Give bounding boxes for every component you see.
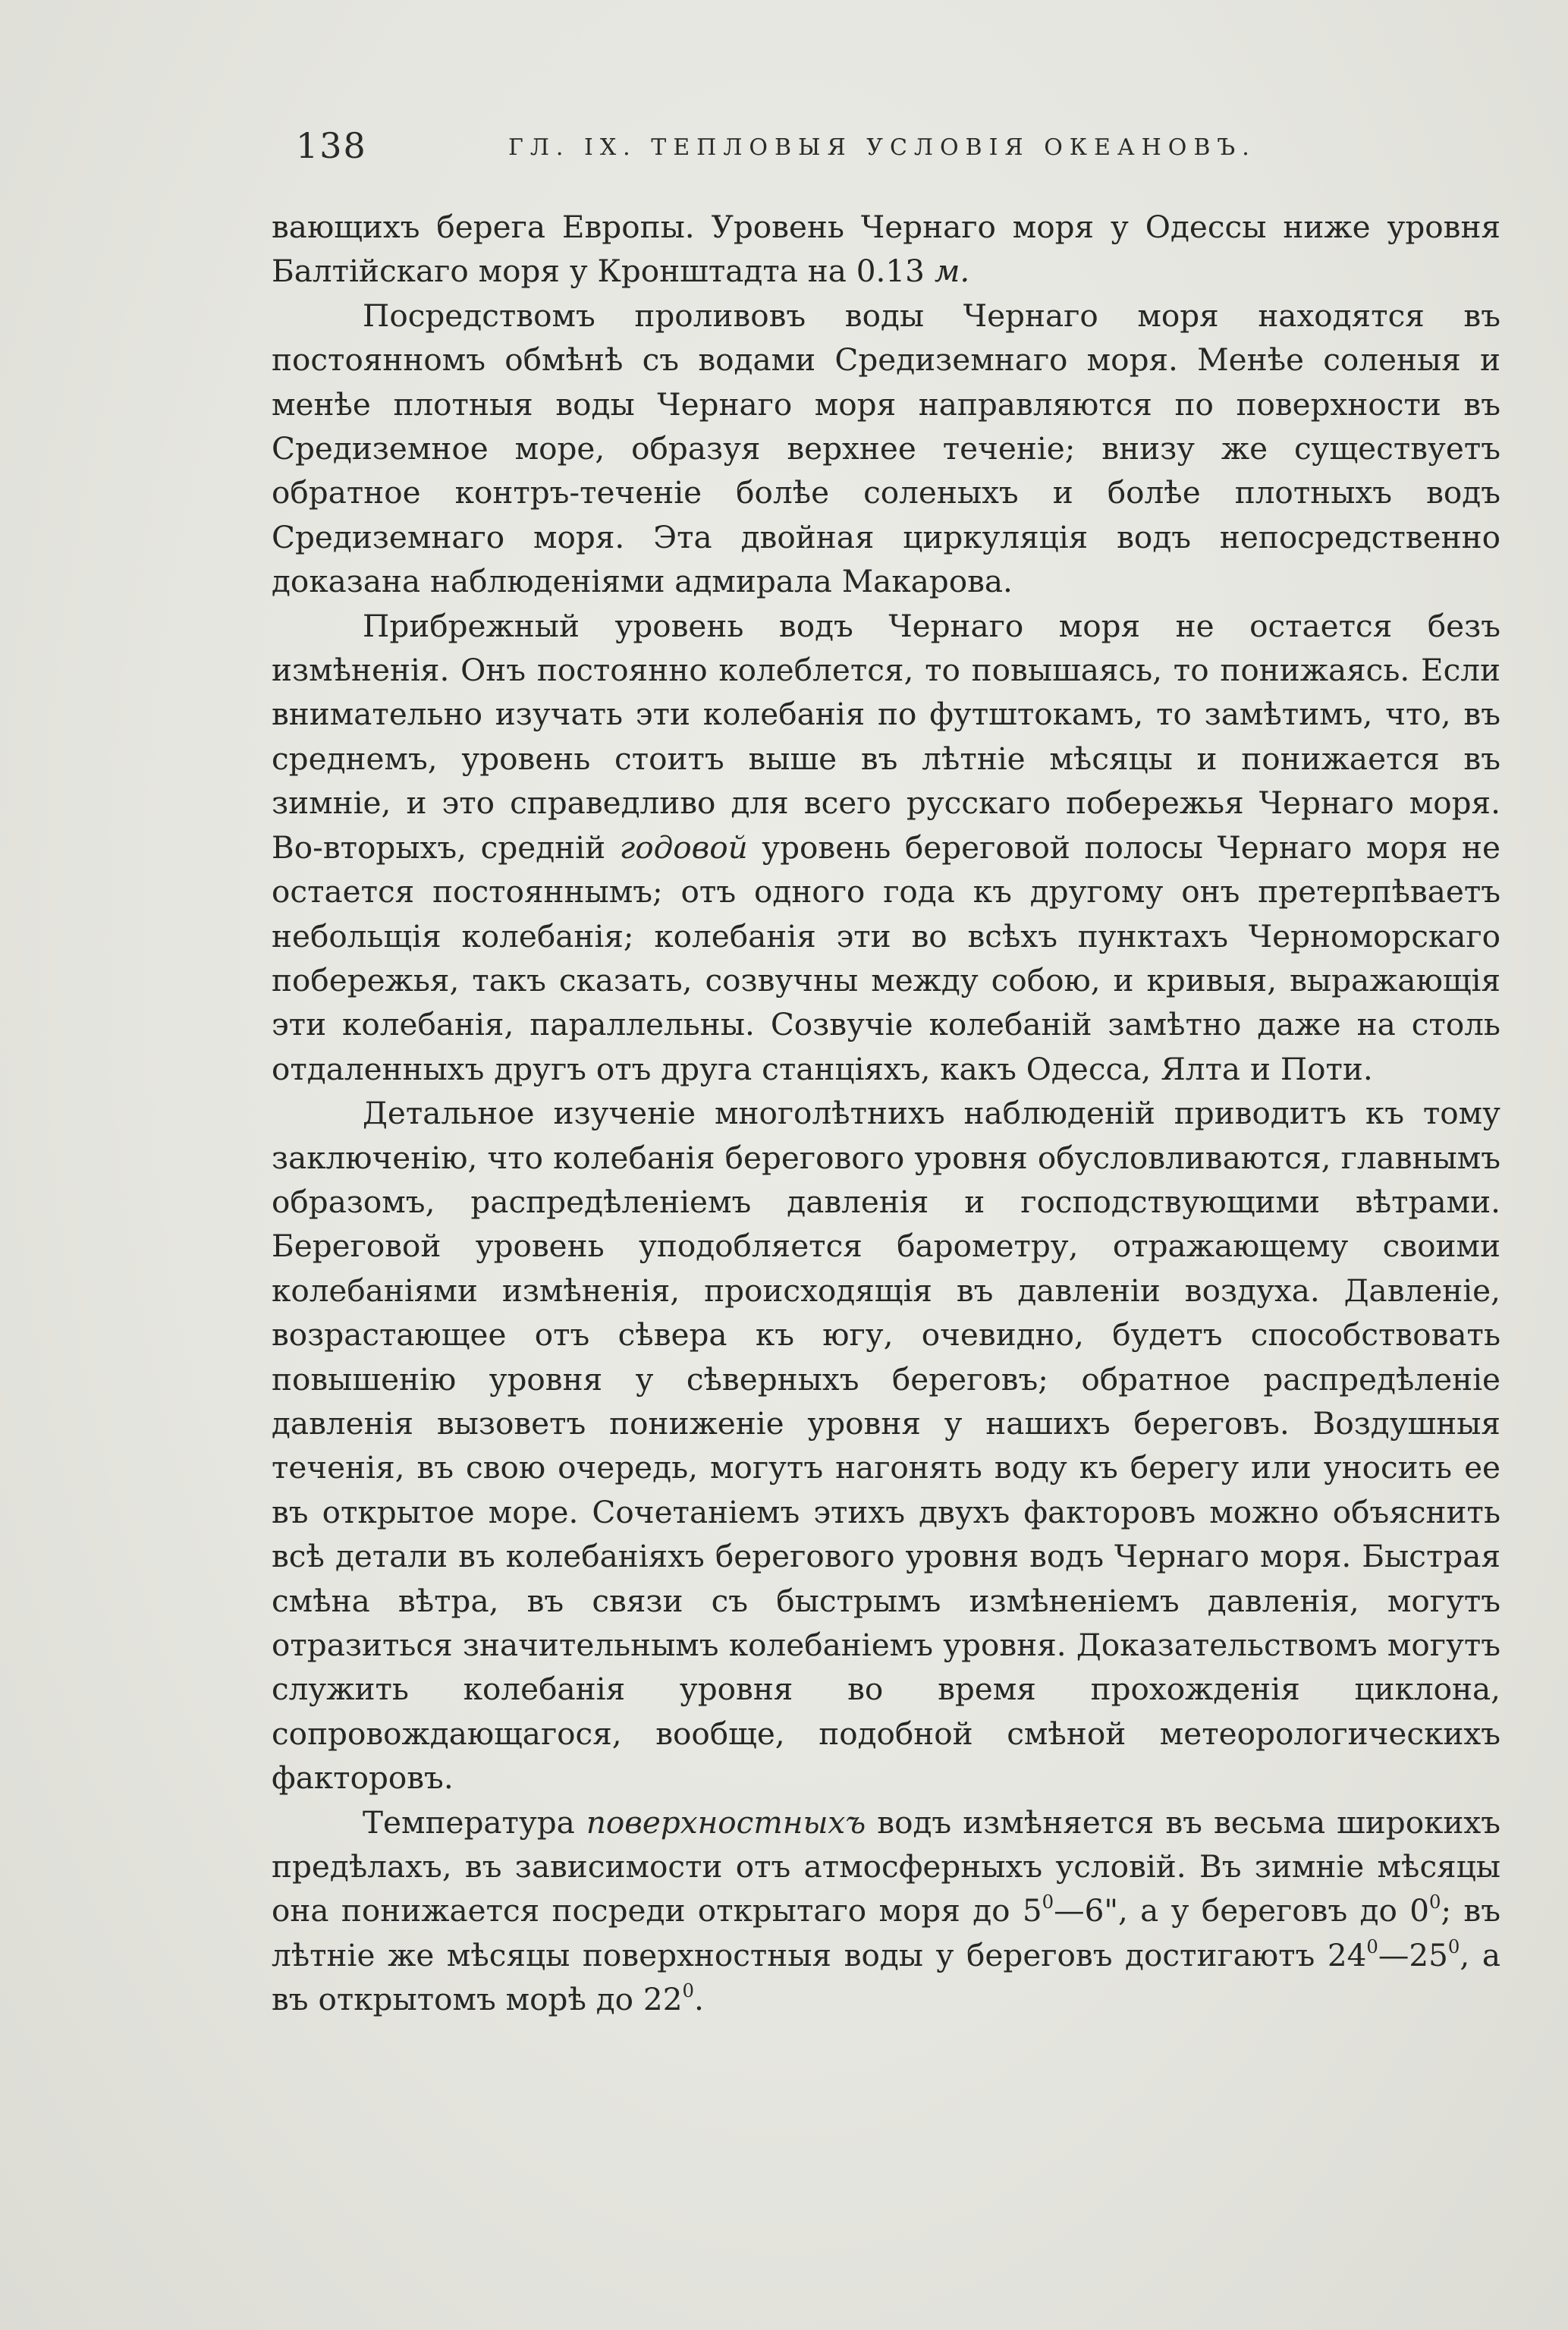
paragraph-continuation (272, 205, 1500, 294)
running-title: ГЛ. IX. ТЕПЛОВЫЯ УСЛОВІЯ ОКЕАНОВЪ. (508, 134, 1256, 161)
paragraph-text: водъ измѣняется въ весьма широкихъ предѣлахъ, въ зависимости отъ атмосферныхъ условій. Въ зимніе мѣсяцы она понижается посреди открытаго моря до 5 (272, 1803, 1500, 1929)
paragraph (272, 1800, 1500, 2022)
degree-mark: 0 (682, 1979, 694, 2002)
degree-mark: 0 (1042, 1891, 1054, 1913)
page-header (296, 125, 1517, 171)
emphasis-text: годовой (619, 829, 748, 866)
emphasis-text: поверхностныхъ (586, 1803, 866, 1841)
paragraph-text: . (693, 1981, 704, 2018)
paragraph-text: —25 (1378, 1936, 1448, 1973)
degree-mark: 0 (1447, 1935, 1460, 1957)
body-text (272, 205, 1500, 2022)
degree-mark: 0 (1366, 1935, 1378, 1957)
page-number: 138 (296, 125, 367, 166)
paragraph (272, 1091, 1500, 1800)
paragraph-text: , а въ открытомъ морѣ до 22 (272, 1936, 1500, 2018)
degree-mark: 0 (1428, 1891, 1441, 1913)
paragraph-text: Посредствомъ проливовъ воды Чернаго моря находятся въ постоянномъ обмѣнѣ съ водами Средиземнаго моря. Менѣе соленыя и менѣе плотныя воды Чернаго моря направляются по поверхности въ Средиземное море, образуя верхнее теченіе; внизу же существуетъ обратное контръ-теченіе болѣе соленыхъ и болѣе плотныхъ водъ Средиземнаго моря. Эта двойная циркуляція водъ непосредственно доказана наблюденіями адмирала Макарова. (272, 297, 1500, 600)
paragraph-text: вающихъ берега Европы. Уровень Чернаго моря у Одессы ниже уровня Балтійскаго моря у Кронштадта на 0.13 (272, 209, 1500, 290)
paragraph-text: уровень береговой полосы Чернаго моря не остается постояннымъ; отъ одного года къ другому онъ претерпѣваетъ небольщія колебанія; колебанія эти во всѣхъ пунктахъ Черноморскаго побережья, такъ сказать, созвучны между собою, и кривыя, выражающія эти колебанія, параллельны. Созвучіе колебаній замѣтно даже на столь отдаленныхъ другъ отъ друга станціяхъ, какъ Одесса, Ялта и Поти. (272, 829, 1500, 1087)
paragraph-text: —6", а у береговъ до 0 (1054, 1892, 1429, 1929)
paragraph-text: Температура (363, 1803, 586, 1841)
paragraph (272, 294, 1500, 604)
paragraph-text: ; въ лѣтніе же мѣсяцы поверхностныя воды у береговъ достигаютъ 24 (272, 1892, 1500, 1973)
paragraph (272, 604, 1500, 1091)
unit-text: м. (934, 253, 970, 290)
paragraph-text: Прибрежный уровень водъ Чернаго моря не остается безъ измѣненія. Онъ постоянно колеблется, то повышаясь, то понижаясь. Если внимательно изучать эти колебанія по футштокамъ, то замѣтимъ, что, въ среднемъ, уровень стоитъ выше въ лѣтніе мѣсяцы и понижается въ зимніе, и это справедливо для всего русскаго побережья Чернаго моря. Во-вторыхъ, средній (272, 607, 1500, 866)
paragraph-text: Детальное изученіе многолѣтнихъ наблюденій приводитъ къ тому заключенію, что колебанія берегового уровня обусловливаются, главнымъ образомъ, распредѣленіемъ давленія и господствующими вѣтрами. Береговой уровень уподобляется барометру, отражающему своими колебаніями измѣненія, происходящія въ давленіи воздуха. Давленіе, возрастающее отъ сѣвера къ югу, очевидно, будетъ способствовать повышенію уровня у сѣверныхъ береговъ; обратное распредѣленіе давленія вызоветъ пониженіе уровня у нашихъ береговъ. Воздушныя теченія, въ свою очередь, могутъ нагонять воду къ берегу или уносить ее въ открытое море. Сочетаніемъ этихъ двухъ факторовъ можно объяснить всѣ детали въ колебаніяхъ берегового уровня водъ Чернаго моря. Быстрая смѣна вѣтра, въ связи съ быстрымъ измѣненіемъ давленія, могутъ отразиться значительнымъ колебаніемъ уровня. Доказательствомъ могутъ служить колебанія уровня во время прохожденія циклона, сопровождающагося, вообще, подобной смѣной метеорологическихъ факторовъ. (272, 1095, 1500, 1797)
